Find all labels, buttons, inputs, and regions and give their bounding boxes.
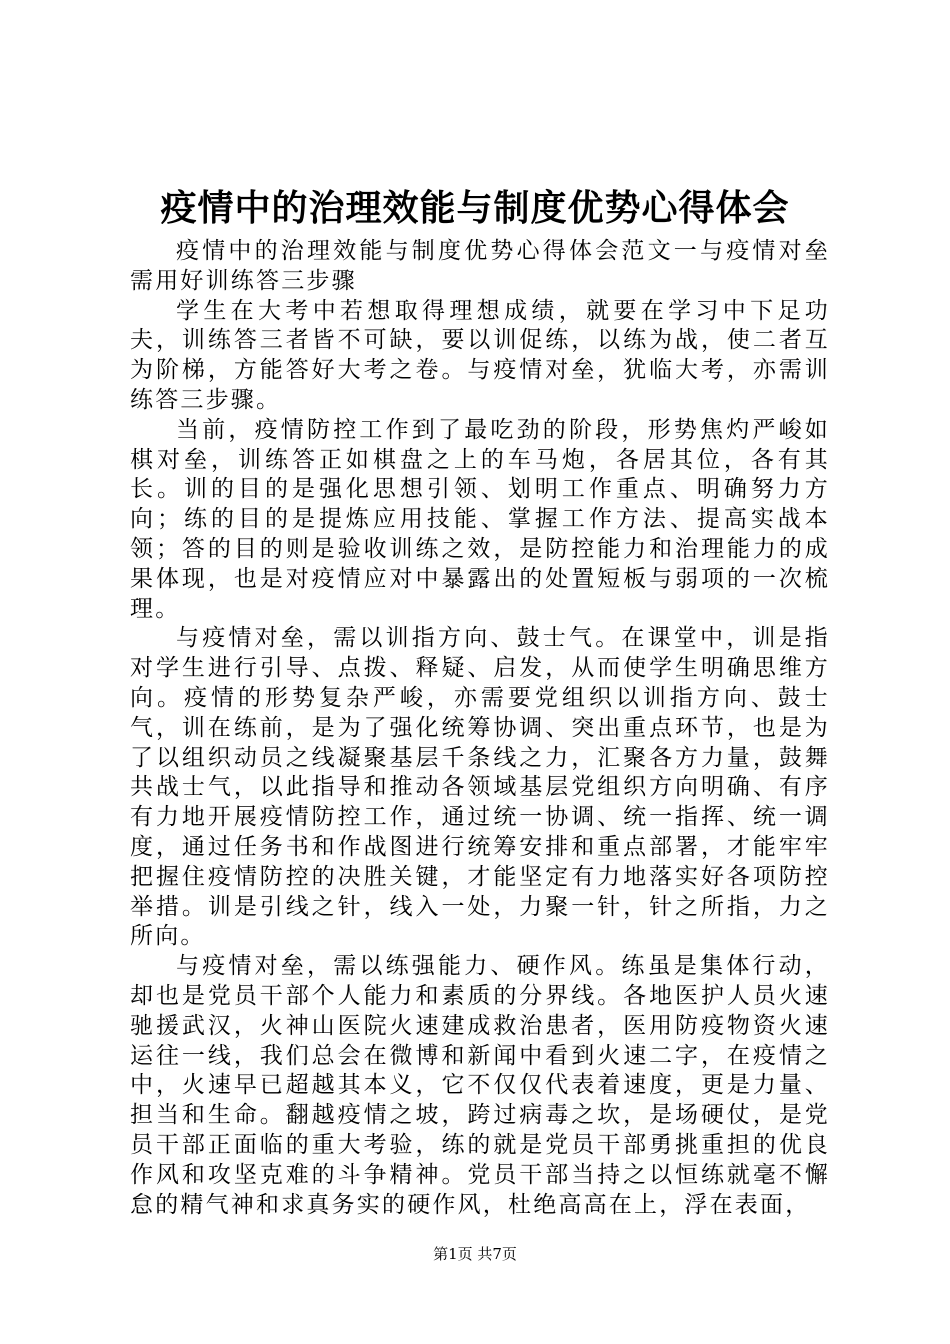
paragraph-5: 与疫情对垒，需以练强能力、硬作风。练虽是集体行动，却也是党员干部个人能力和素质的分界线。各地医护人员火速驰援武汉，火神山医院火速建成救治患者，医用防疫物资火速运往一线，我们总会在微博和新闻中看到火速二字，在疫情之中，火速早已超越其本义，它不仅仅代表着速度，更是力量、担当和生命。翻越疫情之坡，跨过病毒之坎，是场硬仗，是党员干部正面临的重大考验，练的就是党员干部勇挑重担的优良作风和攻坚克难的斗争精神。党员干部当持之以恒练就毫不懈怠的精气神和求真务实的硬作风，杜绝高高在上，浮在表面，: [130, 953, 830, 1218]
document-title: 疫情中的治理效能与制度优势心得体会: [160, 187, 790, 229]
paragraph-1: 疫情中的治理效能与制度优势心得体会范文一与疫情对垒需用好训练答三步骤: [130, 238, 830, 294]
page-footer: 第1页 共7页: [433, 1245, 517, 1263]
document-body: [130, 237, 830, 1220]
paragraph-2: 学生在大考中若想取得理想成绩，就要在学习中下足功夫，训练答三者皆不可缺，要以训促练，以练为战，使二者互为阶梯，方能答好大考之卷。与疫情对垒，犹临大考，亦需训练答三步骤。: [130, 297, 830, 413]
paragraph-4: 与疫情对垒，需以训指方向、鼓士气。在课堂中，训是指对学生进行引导、点拨、释疑、启发，从而使学生明确思维方向。疫情的形势复杂严峻，亦需要党组织以训指方向、鼓士气，训在练前，是为了强化统筹协调、突出重点环节，也是为了以组织动员之线凝聚基层千条线之力，汇聚各方力量，鼓舞共战士气，以此指导和推动各领域基层党组织方向明确、有序有力地开展疫情防控工作，通过统一协调、统一指挥、统一调度，通过任务书和作战图进行统筹安排和重点部署，才能牢牢把握住疫情防控的决胜关键，才能坚定有力地落实好各项防控举措。训是引线之针，线入一处，力聚一针，针之所指，力之所向。: [130, 625, 830, 950]
paragraph-3: 当前，疫情防控工作到了最吃劲的阶段，形势焦灼严峻如棋对垒，训练答正如棋盘之上的车马炮，各居其位，各有其长。训的目的是强化思想引领、划明工作重点、明确努力方向；练的目的是提炼应用技能、掌握工作方法、提高实战本领；答的目的则是验收训练之效，是防控能力和治理能力的成果体现，也是对疫情应对中暴露出的处置短板与弱项的一次梳理。: [130, 416, 830, 622]
